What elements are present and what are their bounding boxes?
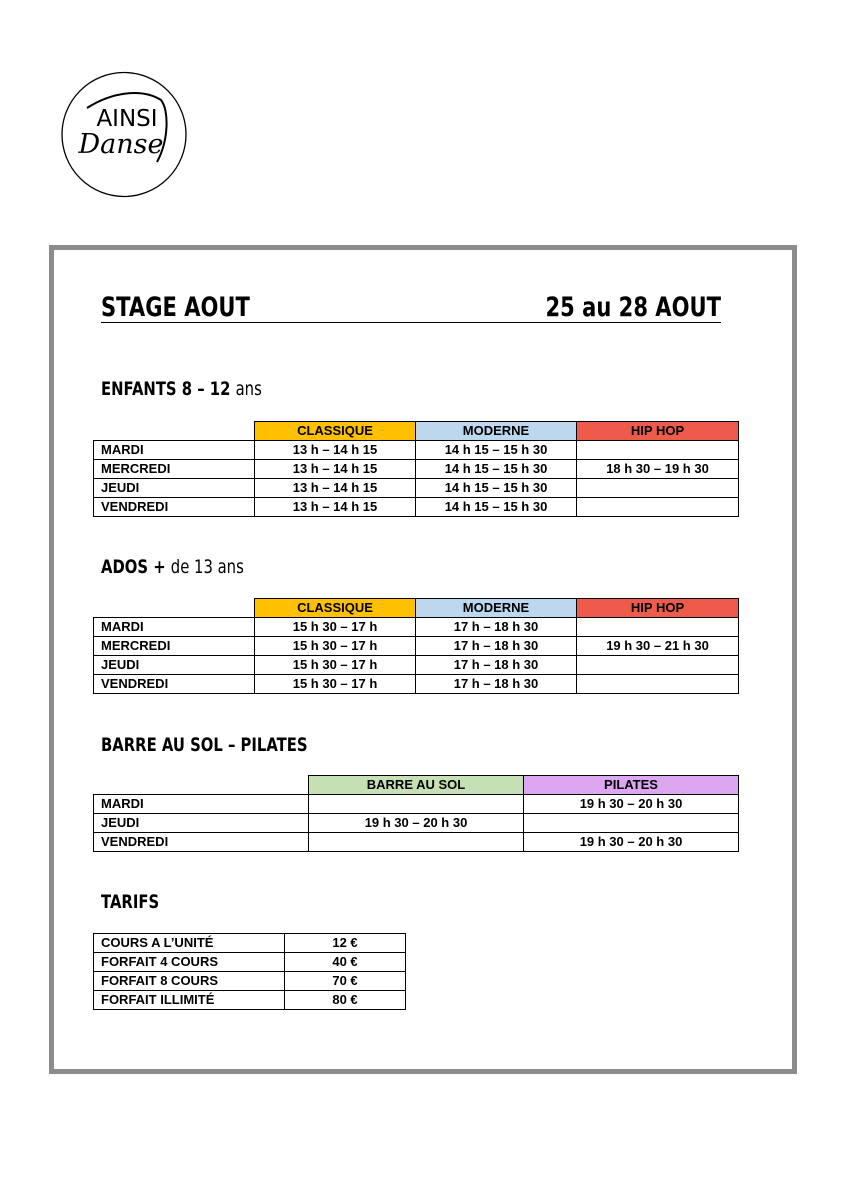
schedule-table-barre [93,775,739,852]
time-cell: 13 h – 14 h 15 [255,460,416,479]
table-row [94,953,406,972]
column-header-classique: CLASSIQUE [255,599,416,618]
column-header-moderne: MODERNE [416,599,577,618]
time-cell: 19 h 30 – 20 h 30 [309,814,524,833]
time-cell [577,675,739,694]
time-cell [524,814,739,833]
tarif-label: COURS A L’UNITÉ [94,934,285,953]
page-heading [101,292,721,323]
section-title-ados-suffix: de 13 ans [170,556,244,578]
tarif-price: 40 € [285,953,406,972]
time-cell: 17 h – 18 h 30 [416,656,577,675]
tarifs-table [93,933,406,1010]
section-title-ados-main: ADOS + [101,556,171,578]
table-corner [94,599,255,618]
time-cell: 17 h – 18 h 30 [416,637,577,656]
time-cell: 15 h 30 – 17 h [255,618,416,637]
time-cell: 19 h 30 – 20 h 30 [524,795,739,814]
day-cell: JEUDI [94,656,255,675]
time-cell [577,498,739,517]
tarif-price: 70 € [285,972,406,991]
column-header-hiphop: HIP HOP [577,599,739,618]
day-cell: VENDREDI [94,833,309,852]
day-cell: VENDREDI [94,498,255,517]
time-cell [577,441,739,460]
table-row [94,833,739,852]
column-header-hiphop: HIP HOP [577,422,739,441]
time-cell: 13 h – 14 h 15 [255,479,416,498]
section-title-tarifs-main: TARIFS [101,891,160,913]
time-cell [309,795,524,814]
table-row [94,498,739,517]
section-title-ados [101,556,244,578]
table-header-row [94,776,739,795]
tarif-label: FORFAIT 4 COURS [94,953,285,972]
time-cell: 15 h 30 – 17 h [255,637,416,656]
section-title-enfants [101,378,262,400]
time-cell [577,656,739,675]
day-cell: MERCREDI [94,637,255,656]
column-header-pilates: PILATES [524,776,739,795]
logo-line2: Danse [78,129,164,160]
day-cell: JEUDI [94,814,309,833]
ainsi-danse-logo [57,70,191,199]
schedule-table-ados [93,598,739,694]
table-row [94,795,739,814]
table-row [94,675,739,694]
schedule-table-enfants [93,421,739,517]
time-cell [577,618,739,637]
section-title-enfants-main: ENFANTS 8 – 12 [101,378,231,400]
time-cell [309,833,524,852]
page-dates: 25 au 28 AOUT [545,292,721,323]
time-cell: 14 h 15 – 15 h 30 [416,441,577,460]
table-row [94,441,739,460]
table-header-row [94,599,739,618]
tarif-price: 12 € [285,934,406,953]
section-title-barre-main: BARRE AU SOL – PILATES [101,734,308,756]
column-header-classique: CLASSIQUE [255,422,416,441]
time-cell: 15 h 30 – 17 h [255,656,416,675]
time-cell: 13 h – 14 h 15 [255,498,416,517]
logo-line1: AINSI [96,106,158,132]
table-row [94,479,739,498]
tarif-label: FORFAIT ILLIMITÉ [94,991,285,1010]
column-header-moderne: MODERNE [416,422,577,441]
time-cell: 15 h 30 – 17 h [255,675,416,694]
time-cell: 19 h 30 – 20 h 30 [524,833,739,852]
time-cell [577,479,739,498]
tarif-label: FORFAIT 8 COURS [94,972,285,991]
page-title: STAGE AOUT [101,292,250,323]
time-cell: 17 h – 18 h 30 [416,618,577,637]
day-cell: MARDI [94,441,255,460]
table-row [94,460,739,479]
day-cell: MERCREDI [94,460,255,479]
table-row [94,618,739,637]
column-header-barre-au-sol: BARRE AU SOL [309,776,524,795]
table-corner [94,776,309,795]
day-cell: VENDREDI [94,675,255,694]
day-cell: MARDI [94,795,309,814]
time-cell: 17 h – 18 h 30 [416,675,577,694]
time-cell: 18 h 30 – 19 h 30 [577,460,739,479]
day-cell: JEUDI [94,479,255,498]
time-cell: 14 h 15 – 15 h 30 [416,498,577,517]
section-title-barre [101,734,308,756]
time-cell: 14 h 15 – 15 h 30 [416,479,577,498]
table-row [94,814,739,833]
section-title-tarifs [101,891,159,913]
table-row [94,637,739,656]
tarif-price: 80 € [285,991,406,1010]
table-row [94,972,406,991]
day-cell: MARDI [94,618,255,637]
table-row [94,656,739,675]
table-row [94,934,406,953]
table-header-row [94,422,739,441]
table-row [94,991,406,1010]
time-cell: 19 h 30 – 21 h 30 [577,637,739,656]
time-cell: 14 h 15 – 15 h 30 [416,460,577,479]
table-corner [94,422,255,441]
time-cell: 13 h – 14 h 15 [255,441,416,460]
section-title-enfants-suffix: ans [235,378,262,400]
